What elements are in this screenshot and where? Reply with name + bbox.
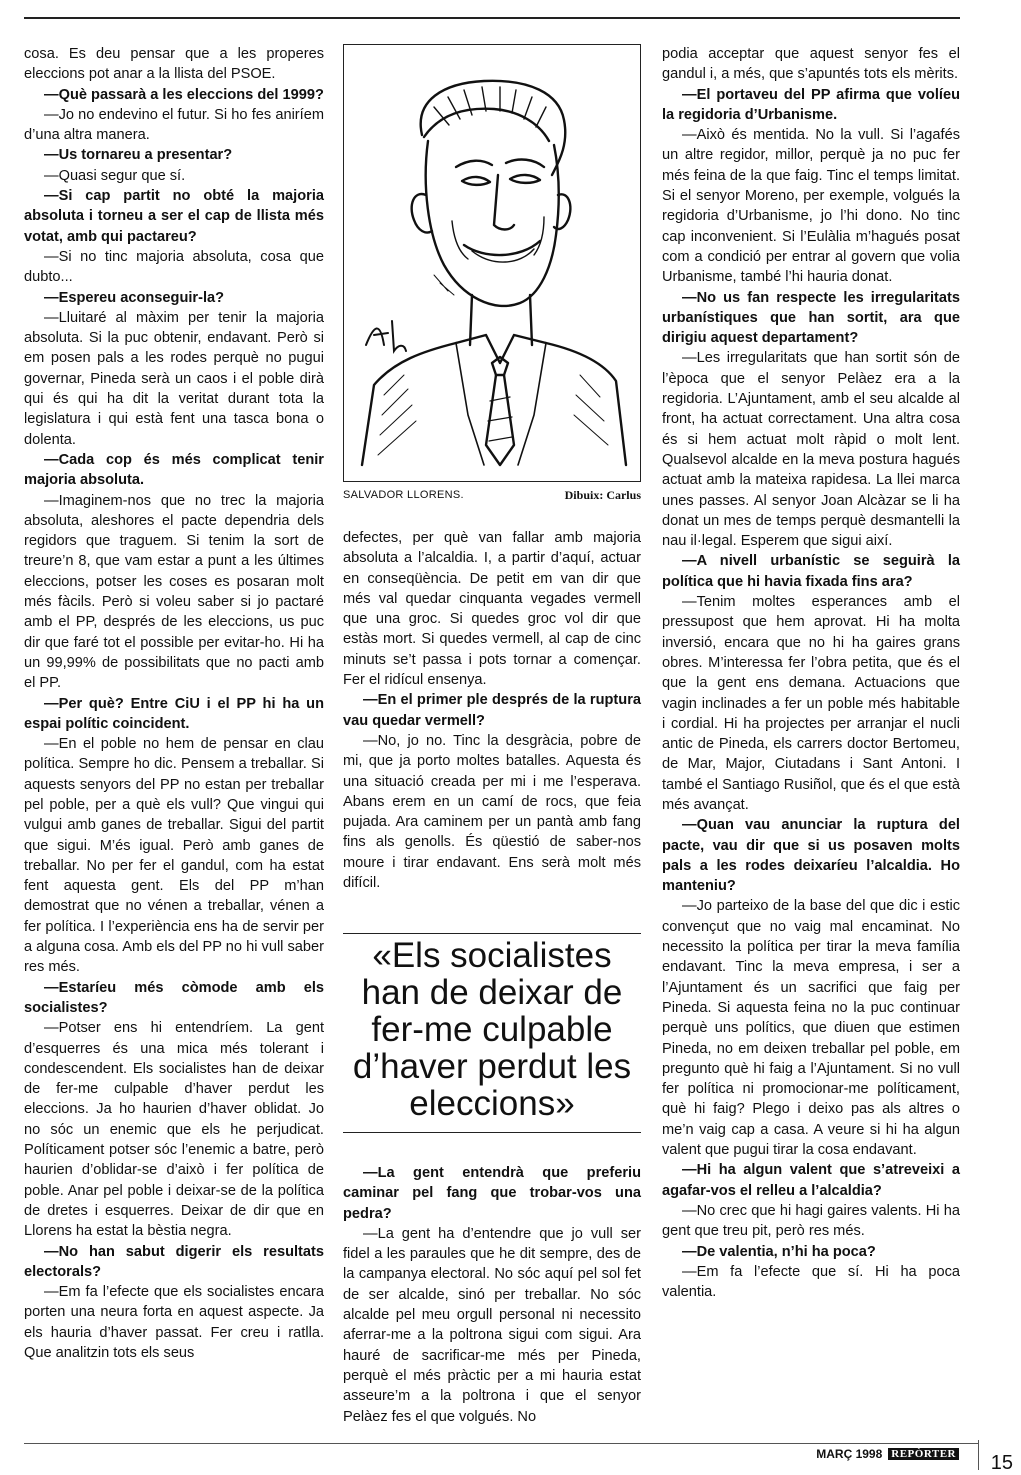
column-2 [343, 528, 641, 893]
column-3 [662, 44, 960, 1302]
interview-answer: —Em fa l’efecte que els socialistes encara porten una neura forta en aquest aspecte. Ja els hauria d’haver passat. Fer creu i ratlla. Que analitzin tots els seus [24, 1284, 324, 1361]
caricature-drawing [344, 45, 639, 480]
interview-question: —De valentia, n’hi ha poca? [682, 1243, 876, 1260]
interview-answer: —Potser ens hi entendríem. La gent d’esquerres és una mica més tolerant i condescendent. Els socialistes han de deixar de fer-me culpable d’haver perdut les eleccions. Ja ho haurien d’haver oblidat. Jo no sóc un enemic que els he perjudicat. Políticament potser sóc l’enemic a batre, però haurien d’oblidar-se d’això i fer política de poble. Anar pel poble i deixar-se de la política de dretes i esquerres. Deixar de dir que en Llorens ha estat la bèstia negra. [24, 1020, 324, 1240]
interview-question: —Si cap partit no obté la majoria absoluta i torneu a ser el cap de llista més votat, amb qui pactareu? [24, 188, 324, 245]
pull-quote-line: eleccions» [409, 1084, 575, 1123]
interview-answer: —Les irregularitats que han sortit són de l’època que el senyor Pelàez era a la regidoria. L’Ajuntament, amb el seu alcalde al front, ha actuat correctament. Una altra cosa és si hem actuat molt ràpid o molt lent. Qualsevol alcalde en la meva postura hagués actuat amb la mateixa rapidesa. La llei marca unes passes. Al senyor Joan Alcàzar se li ha donat un mes de temps perquè desmantelli la nau il·legal. Esperem que sigui així. [662, 350, 960, 550]
caption-credit: Dibuix: Carlus [564, 488, 641, 502]
interview-answer: —Jo no endevino el futur. Si ho fes aniríem d’una altra manera. [24, 106, 324, 144]
interview-question: —El portaveu del PP afirma que volíeu la regidoria d’Urbanisme. [662, 86, 960, 123]
interview-answer: —Quasi segur que sí. [44, 167, 186, 184]
magazine-logo: REPÒRTER [888, 1448, 959, 1460]
interview-question: —Hi ha algun valent que s’atreveixi a agafar-vos el relleu a l’alcaldia? [662, 1162, 960, 1199]
interview-question: —La gent entendrà que preferiu caminar pel fang que trobar-vos una pedra? [343, 1165, 641, 1222]
pull-quote [343, 933, 641, 1133]
interview-answer: —Això és mentida. No la vull. Si l’agafés un altre regidor, millor, perquè ja no puc fer més feina de la que faig. Tinc el temps limitat. Si el senyor Moreno, per exemple, volgués la regidoria d’Urbanisme, jo l’hi dono. No tinc cap inconvenient. Si l’Eulàlia m’hagués posat com a condició per entrar al govern que volia Urbanisme, també l’hi hauria donat. [662, 127, 960, 286]
interview-answer: podia acceptar que aquest senyor fes el gandul i, a més, que s’apuntés tots els mèrits. [662, 46, 960, 83]
interview-question: —Us tornareu a presentar? [44, 147, 233, 164]
page-footer [816, 1447, 959, 1461]
interview-answer: —En el poble no hem de pensar en clau política. Sempre ho dic. Pensem a treballar. Si aquests senyors del PP no estan per treballar pel poble, per a què els vull? Que vingui qui vulgui amb ganes de treballar. Sigui del partit que sigui. M’és igual. Però amb ganes de treballar. No per fer el gandul, com ha estat fent aquesta gent. Els del PP m’han demostrat que no vénen a treballar, vénen a fer política. I l’experiència ens ha de servir per a alguna cosa. Amb els del PP no hi vull saber res més. [24, 736, 324, 976]
pull-quote-line: «Els socialistes [372, 936, 612, 975]
interview-answer: —Imaginem-nos que no trec la majoria absoluta, aleshores el pacte dependria dels regidors que traguem. Si tenim la sort de treure’n 8, que vam estar a punt a les últimes eleccions, potser les coses es posaran molt més fàcils. Però si voleu saber si jo pactaré amb el PP, després de les eleccions, us puc dir que faré tot el possible per evitar-ho. Hi ha un 99,99% de possibilitats que no pacti amb el PP. [24, 492, 324, 692]
caricature-illustration [343, 44, 641, 482]
interview-question: —Espereu aconseguir-la? [44, 289, 225, 306]
interview-answer: —No, jo no. Tinc la desgràcia, pobre de mi, que ja porto moltes batalles. Aquesta és una situació creada per mi i me l’esperava. Abans erem en un camí de rocs, que feia pujada. Ara caminem per un pantà amb fang fins als genolls. És qüestió de saber-nos moure i tirar endavant. Ens serà molt més difícil. [343, 732, 641, 892]
pull-quote-line: fer-me culpable [371, 1010, 613, 1049]
interview-question: —Per què? Entre CiU i el PP hi ha un espai polític coincident. [24, 695, 324, 732]
interview-question: —No han sabut digerir els resultats electorals? [24, 1243, 324, 1280]
interview-question: —A nivell urbanístic se seguirà la política que hi havia fixada fins ara? [662, 553, 960, 590]
interview-question: —En el primer ple després de la ruptura vau quedar vermell? [343, 692, 641, 729]
pull-quote-line: d’haver perdut les [352, 1047, 632, 1086]
interview-answer: —Tenim moltes esperances amb el pressupost que hem aprovat. Hi ha molta inversió, encara que no hi ha gaires grans obres. M’interessa fer l’obra petita, que és el que la gent ens demana. Actuacions que vagin inclinades a fer un poble més habitable i cordial. Hi ha projectes per arranjar el nucli antic de Pineda, els carrers doctor Bertomeu, de Mar, Major, Ciutadans i Sant Antoni. I també el Santiago Rusiñol, que és el que està més avançat. [662, 594, 960, 813]
interview-answer: —Jo parteixo de la base del que dic i estic convençut que no vaig mal encaminat. No necessito la política per tirar la meva família endavant. Tinc la meva empresa, i ser a l’Ajuntament és un sacrifici que faig per Pineda. Si aquesta feina no la puc continuar perquè uns polítics, que diuen que estimen Pineda, no em deixen treballar pel poble, em pregunto què hi faig a l’Ajuntament. Si no vull fer política ni promocionar-me políticament, què hi faig? Plego i deixo pas als altres o me’n vaig cap a casa. A veure si hi ha algun valent que pugui tirar la cosa endavant. [662, 898, 960, 1159]
interview-answer: cosa. Es deu pensar que a les properes eleccions pot anar a la llista del PSOE. [24, 46, 324, 83]
interview-question: —Quan vau anunciar la ruptura del pacte, vau dir que si us posaven molts pals a les rodes deixaríeu l’alcaldia. Ho manteniu? [662, 817, 960, 895]
interview-answer: —No crec que hi hagi gaires valents. Hi ha gent que treu pit, però res més. [662, 1202, 960, 1240]
interview-question: —Què passarà a les eleccions del 1999? [44, 86, 324, 103]
pull-quote-line: han de deixar de [361, 973, 623, 1012]
page-number-rule [978, 1440, 979, 1470]
column-2-lower [343, 1163, 641, 1427]
interview-answer: —Lluitaré al màxim per tenir la majoria absoluta. Si la puc obtenir, endavant. Però si em posen pals a les rodes perquè no pugui governar, Pineda serà un caos i el poble dirà qui és qui ha dit la veritat durant tota la legislatura i qui està fent una tasca bona o dolenta. [24, 309, 324, 448]
page-number: 15 [990, 1452, 1013, 1474]
caption-name: SALVADOR LLORENS. [343, 489, 464, 501]
footer-date: MARÇ 1998 [816, 1447, 883, 1461]
interview-question: —Cada cop és més complicat tenir majoria absoluta. [24, 451, 324, 489]
interview-answer: —Si no tinc majoria absoluta, cosa que dubto... [24, 248, 324, 286]
top-rule [24, 17, 960, 19]
interview-answer: —Em fa l’efecte que sí. Hi ha poca valentia. [662, 1263, 960, 1301]
interview-answer: —La gent ha d’entendre que jo vull ser fidel a les paraules que he dit sempre, des de la campanya electoral. No sóc aquí pel sol fet de ser alcalde, sinó per treballar. No sóc alcalde pel meu orgull personal ni necessito aferrar-me a la poltrona sigui com sigui. Ara hauré de sacrificar-me més per Pineda, perquè el més pràctic per a mi hauria estat asseure’m a la poltrona i que el senyor Pelàez fes el que volgués. No [343, 1225, 641, 1425]
interview-question: —Estaríeu més còmode amb els socialistes? [24, 979, 324, 1016]
interview-question: —No us fan respecte les irregularitats urbanístiques que han sortit, ara que dirigiu aquest departament? [662, 289, 960, 347]
footer-rule [24, 1443, 979, 1444]
column-1 [24, 44, 324, 1363]
interview-answer: defectes, per què van fallar amb majoria absoluta a l’alcaldia. I, a partir d’aquí, actuar en conseqüència. De petit em van dir que més val quedar cinquanta vegades vermell que una groc. Si quedes groc vol dir que estàs mort. Si quedes vermell, al cap de cinc minuts se’t passa i pots tornar a començar. Fer el ridícul ensenya. [343, 530, 641, 689]
